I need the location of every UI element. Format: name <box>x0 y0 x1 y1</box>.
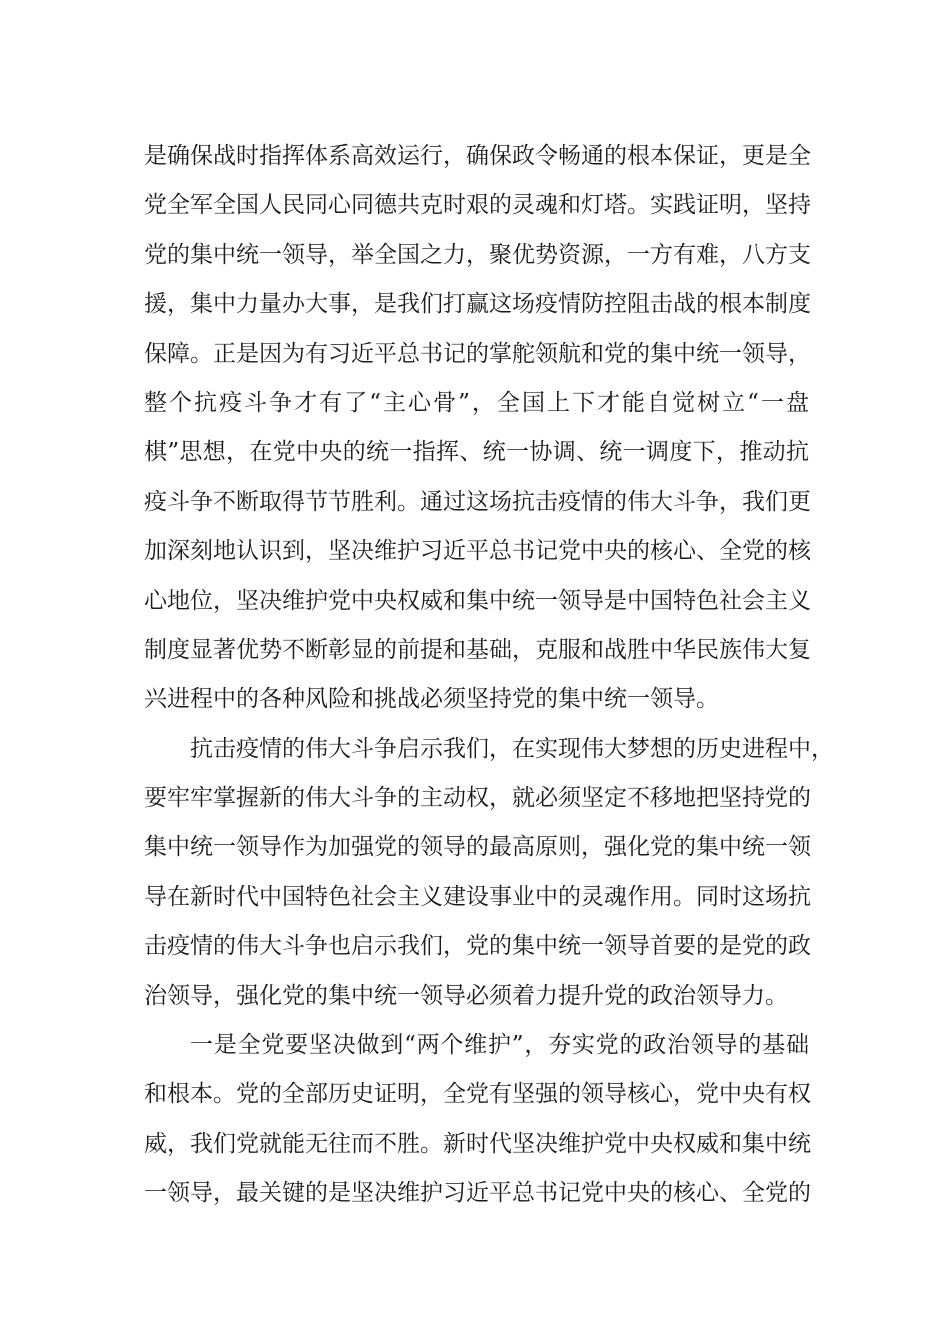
text-line: 加深刻地认识到，坚决维护习近平总书记党中央的核心、全党的核 <box>144 538 811 565</box>
text-line: 党的集中统一领导，举全国之力，聚优势资源，一方有难，八方支 <box>144 241 811 268</box>
text-line: 援，集中力量办大事，是我们打赢这场疫情防控阻击战的根本制度 <box>144 291 811 318</box>
text-line: 要牢牢掌握新的伟大斗争的主动权，就必须坚定不移地把坚持党的 <box>144 785 811 812</box>
text-line: 保障。正是因为有习近平总书记的掌舵领航和党的集中统一领导， <box>144 340 811 367</box>
text-line: 抗击疫情的伟大斗争启示我们，在实现伟大梦想的历史进程中， <box>190 735 834 762</box>
text-line: 和根本。党的全部历史证明，全党有坚强的领导核心，党中央有权 <box>144 1081 811 1108</box>
text-line: 党全军全国人民同心同德共克时艰的灵魂和灯塔。实践证明，坚持 <box>144 192 811 219</box>
text-line: 棋”思想，在党中央的统一指挥、统一协调、统一调度下，推动抗 <box>144 439 809 466</box>
text-line: 是确保战时指挥体系高效运行，确保政令畅通的根本保证，更是全 <box>144 143 811 169</box>
text-line: 一领导，最关键的是坚决维护习近平总书记党中央的核心、全党的 <box>144 1180 811 1207</box>
text-line: 心地位，坚决维护党中央权威和集中统一领导是中国特色社会主义 <box>144 587 811 614</box>
text-line: 治领导，强化党的集中统一领导必须着力提升党的政治领导力。 <box>144 982 788 1009</box>
paragraph-2 <box>144 725 834 1021</box>
paragraph-1 <box>144 132 809 725</box>
text-line: 一是全党要坚决做到“两个维护”，夯实党的政治领导的基础 <box>190 1032 809 1059</box>
text-line: 制度显著优势不断彰显的前提和基础，克服和战胜中华民族伟大复 <box>144 636 811 663</box>
text-line: 整个抗疫斗争才有了“主心骨”，全国上下才能自觉树立“一盘 <box>144 389 809 416</box>
text-line: 导在新时代中国特色社会主义建设事业中的灵魂作用。同时这场抗 <box>144 883 811 910</box>
body-text <box>144 132 834 1219</box>
paragraph-3 <box>144 1021 809 1219</box>
text-line: 兴进程中的各种风险和挑战必须坚持党的集中统一领导。 <box>144 686 719 713</box>
text-line: 疫斗争不断取得节节胜利。通过这场抗击疫情的伟大斗争，我们更 <box>144 488 811 515</box>
text-line: 击疫情的伟大斗争也启示我们，党的集中统一领导首要的是党的政 <box>144 933 811 960</box>
text-line: 集中统一领导作为加强党的领导的最高原则，强化党的集中统一领 <box>144 834 811 861</box>
text-line: 威，我们党就能无往而不胜。新时代坚决维护党中央权威和集中统 <box>144 1130 811 1157</box>
